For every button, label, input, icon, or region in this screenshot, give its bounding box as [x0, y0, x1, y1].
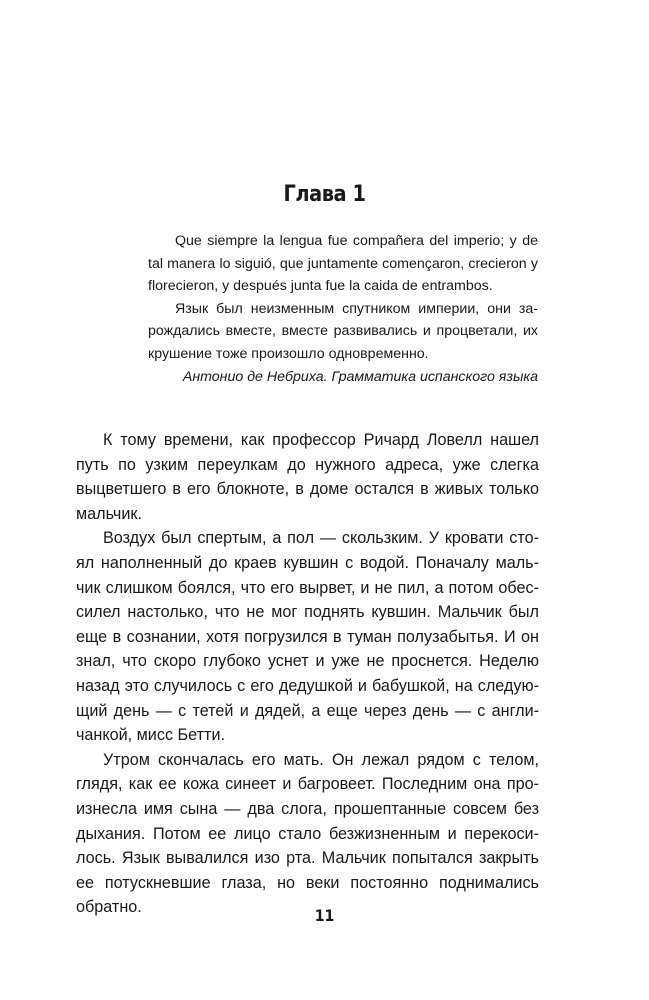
body-paragraph: Утром скончалась его мать. Он лежал рядом с телом, глядя, как ее кожа синеет и багровеет. Последним она произнесла имя сына — два слога, прошептанные совсем без дыхания. Потом ее лицо стало безжизненным и перекосилось. Язык вывалился изо рта. Мальчик попытался закрыть ее потускневшие глаза, но веки постоянно поднимались обратно. — [76, 750, 539, 917]
body-paragraph: Воздух был спертым, а пол — скользким. У кровати стоял наполненный до краев кувшин с водой. Поначалу мальчик слишком боялся, что его вырвет, и не пил, а потом обессилел настолько, что не мог поднять кувшин. Мальчик был еще в сознании, хотя погрузился в туман полузабытья. И он знал, что скоро глубоко уснет и уже не проснется. Неделю назад это случилось с его дедушкой и бабушкой, на следующий день — с тетей и дядей, а еще через день — с англичанкой, мисс Бетти. — [76, 529, 539, 745]
epigraph-russian: Язык был неизменным спутником империи, они зарождались вместе, вместе развивались и процветали, их крушение тоже произошло одновременно. — [148, 300, 538, 362]
page-number: 11 — [314, 906, 335, 925]
chapter-title: Глава 1 — [283, 182, 366, 207]
epigraph-attribution: Антонио де Небриха. Грамматика испанского языка — [182, 369, 538, 385]
epigraph-spanish: Que siempre la lengua fue compañera del imperio; y de tal manera lo siguió, que juntamente començaron, crecieron y florecieron, y después junta fue la caida de entrambos. — [148, 233, 538, 294]
epigraph — [148, 230, 538, 389]
chapter-body — [76, 428, 539, 920]
body-paragraph: К тому времени, как профессор Ричард Ловелл нашел путь по узким переулкам до нужного адреса, уже слегка выцветшего в его блокноте, в доме остался в живых только мальчик. — [76, 431, 539, 523]
